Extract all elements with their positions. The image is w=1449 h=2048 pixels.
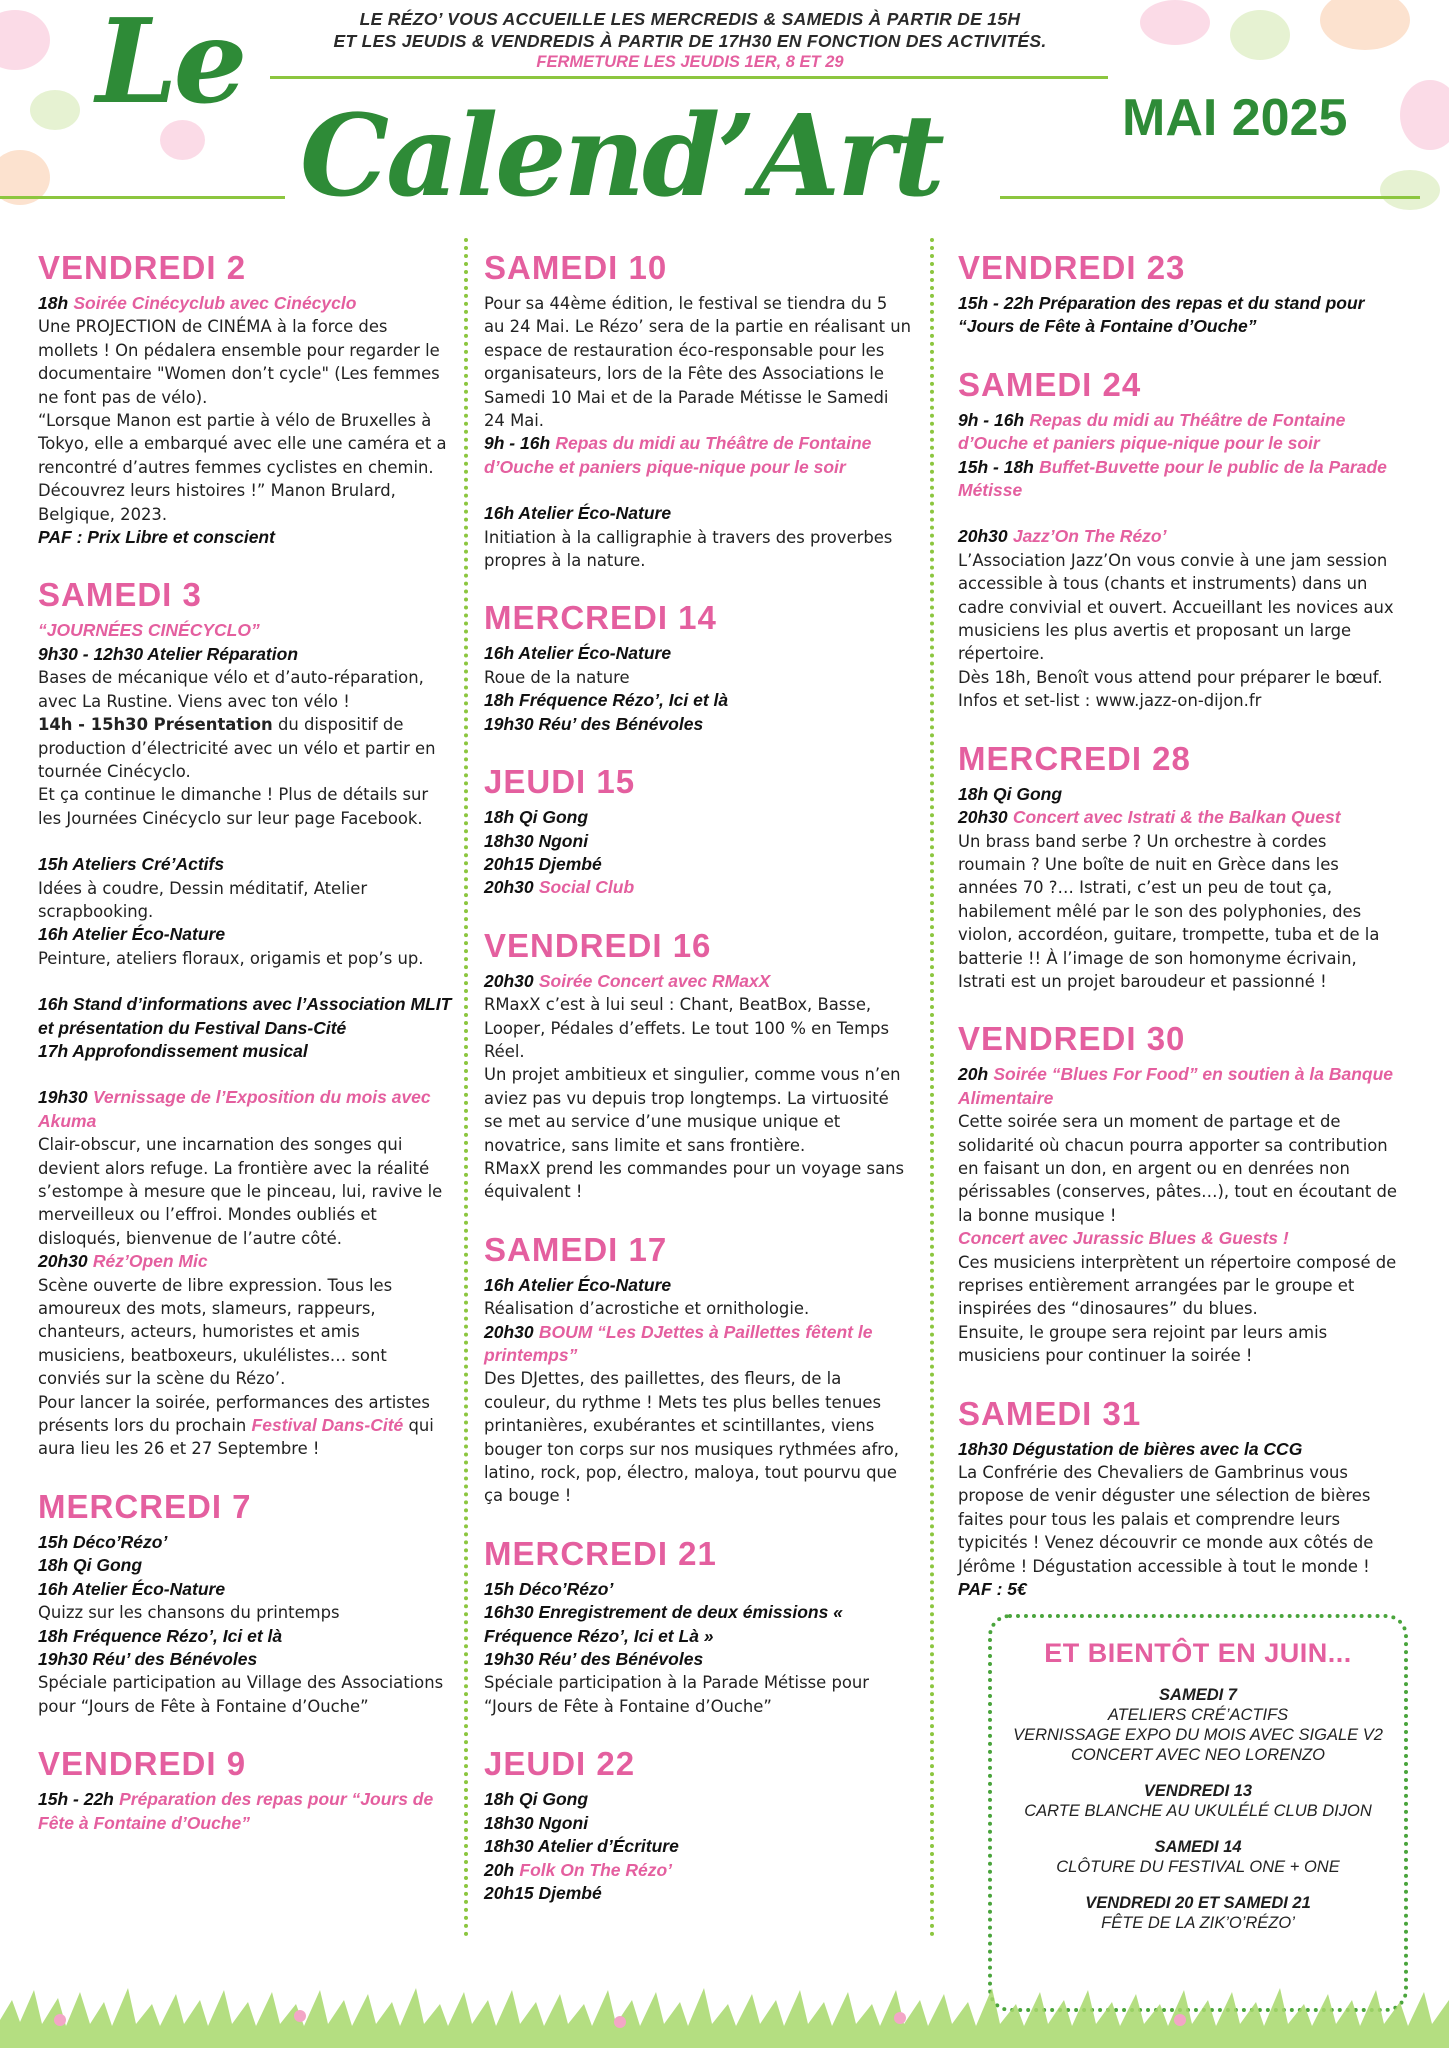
event-time: 16h Atelier Éco-Nature [38,924,226,945]
logo-le: Le [96,0,244,130]
day-vendredi-16 [484,926,912,1204]
day-mercredi-21 [484,1534,912,1718]
event-description: Pour sa 44ème édition, le festival se tiendra du 5 au 24 Mai. Le Rézo’ sera de la partie en réalisant un espace de restauration éco-responsable pour les organisateurs, lors de la Fête des Associations le Samedi 10 Mai et de la Parade Métisse le Samedi 24 Mai. [484,294,912,431]
day-samedi-24 [958,365,1398,713]
day-title: MERCREDI 21 [484,1534,717,1572]
event-description: Idées à coudre, Dessin méditatif, Atelier scrapbooking. [38,878,368,921]
column-divider-1 [464,238,468,1938]
event-description: du dispositif de production d’électricité avec un vélo et partir en tournée Cinécyclo. [38,715,436,781]
day-title: VENDREDI 2 [38,249,247,286]
event-time: 18h30 Atelier d’Écriture [484,1836,679,1857]
event-time: 20h15 Djembé [484,1882,602,1903]
event-description: Pour lancer la soirée, performances des artistes présents lors du prochain [38,1392,430,1436]
event-description: Bases de mécanique vélo et d’auto-réparation, avec La Rustine. Viens avec ton vélo ! [38,668,424,711]
event-description: Initiation à la calligraphie à travers des proverbes propres à la nature. [484,527,893,571]
day-vendredi-23 [958,248,1398,339]
june-line: CLÔTURE DU FESTIVAL ONE + ONE [1056,1858,1340,1876]
event-description: qui aura lieu les 26 et 27 Septembre ! [38,1416,434,1459]
event-time: 18h30 Dégustation de bières avec la CCG [958,1438,1303,1459]
event-time: 16h30 Enregistrement de deux émissions « Fréquence Rézo’, Ici et Là » [484,1602,843,1646]
event-description: Quizz sur les chansons du printemps [38,1603,340,1623]
june-item [992,1893,1404,1933]
day-vendredi-2 [38,248,452,549]
june-date: SAMEDI 7 [1159,1686,1237,1704]
june-line: CONCERT AVEC NEO LORENZO [1071,1746,1325,1764]
header-divider-top [270,76,1108,79]
day-title: VENDREDI 16 [484,926,712,964]
event-description: Roue de la nature [484,667,630,687]
event-description: Dès 18h, Benoît vous attend pour préparer le bœuf. [958,667,1383,687]
event-quote: “Lorsque Manon est partie à vélo de Bruxelles à Tokyo, elle a embarqué avec elle une caméra et a rencontré d’autres femmes cyclistes en chemin. Découvrez leurs histoires !” Manon Brulard, Belgique, 2023. [38,411,447,524]
day-jeudi-15 [484,762,912,900]
june-line: VERNISSAGE EXPO DU MOIS AVEC SIGALE V2 [1013,1726,1383,1744]
event-time: 18h Fréquence Rézo’, Ici et là [38,1625,283,1646]
event-description: Un brass band serbe ? Un orchestre à cordes roumain ? Une boîte de nuit en Grèce dans les années 70 ?… Istrati, c’est un peu de tout ça, habilement mêlé par le son des polyphonies, des violon, accordéon, guitare, trompette, tuba et de la batterie !! À l’image de son homonyme écrivain, Istrati est un projet baroudeur et passionné ! [958,831,1380,991]
day-samedi-17 [484,1230,912,1508]
day-vendredi-30 [958,1019,1398,1367]
event-description: Spéciale participation au Village des Associations pour “Jours de Fête à Fontaine d’Ouche” [38,1673,444,1716]
event-description: Ensuite, le groupe sera rejoint par leurs amis musiciens pour continuer la soirée ! [958,1322,1328,1366]
event-time: 17h Approfondissement musical [38,1040,308,1061]
june-item [992,1685,1404,1765]
day-samedi-31 [958,1394,1398,1602]
event-description: Et ça continue le dimanche ! Plus de détails sur les Journées Cinécyclo sur leur page Facebook. [38,785,429,828]
column-1 [38,248,452,1835]
day-jeudi-22 [484,1744,912,1905]
event-time: 9h - 16h [484,433,551,454]
event-title: BOUM “Les DJettes à Paillettes fêtent le printemps” [484,1321,873,1365]
day-title: SAMEDI 31 [958,1394,1142,1432]
event-title: Concert avec Istrati & the Balkan Quest [1012,807,1341,828]
event-title: Concert avec Jurassic Blues & Guests ! [958,1228,1289,1249]
day-vendredi-9 [38,1744,452,1835]
banner-closure-line: FERMETURE LES JEUDIS 1ER, 8 ET 29 [536,53,844,71]
event-description: Des DJettes, des paillettes, des fleurs, de la couleur, du rythme ! Mets tes plus belles tenues printanières, exubérantes et scintillantes, viens bouger ton corps sur nos musiques rythmées afro, latino, rock, pop, électro, maloya, tout pourvu que ça bouge ! [484,1369,899,1506]
column-3 [958,248,1398,1601]
june-line: CARTE BLANCHE AU UKULÉLÉ CLUB DIJON [1024,1802,1372,1820]
column-2 [484,248,912,1905]
event-title: Social Club [538,877,635,898]
event-time: 18h Qi Gong [484,1789,589,1810]
event-time: 9h30 - 12h30 Atelier Réparation [38,643,299,664]
column-divider-2 [930,238,934,1938]
day-title: SAMEDI 17 [484,1230,668,1268]
june-date: SAMEDI 14 [1154,1838,1242,1856]
event-time: 20h30 [484,1321,534,1342]
event-time: 20h30 [958,526,1008,547]
event-time: 20h30 [484,877,534,898]
event-description: Un projet ambitieux et singulier, comme vous n’en aviez pas vu depuis trop longtemps. La virtuosité se met au service d’une musique unique et novatrice, sans limite et sans frontière. [484,1065,901,1155]
event-time: 16h Atelier Éco-Nature [484,503,672,524]
event-time: 18h30 Ngoni [484,830,589,851]
event-time: 20h30 [38,1251,88,1272]
event-title: Préparation des repas pour “Jours de Fête à Fontaine d’Ouche” [38,1789,434,1833]
banner-line-1: LE RÉZO’ VOUS ACCUEILLE LES MERCREDIS & SAMEDIS À PARTIR DE 15H [359,9,1021,29]
event-time: 19h30 Réu’ des Bénévoles [484,713,704,734]
event-description: Peinture, ateliers floraux, origamis et pop’s up. [38,948,424,968]
june-title: ET BIENTÔT EN JUIN... [1044,1638,1352,1668]
event-title: Vernissage de l’Exposition du mois avec Akuma [38,1087,431,1131]
event-title: Soirée Concert avec RMaxX [538,970,771,991]
event-time: 16h Atelier Éco-Nature [484,643,672,664]
price-info: PAF : 5€ [958,1579,1027,1600]
event-time: 19h30 Réu’ des Bénévoles [38,1648,258,1669]
day-title: JEUDI 15 [484,763,636,801]
header-divider-left [0,196,285,199]
event-description: Réalisation d’acrostiche et ornithologie. [484,1299,810,1319]
event-time: 19h30 [38,1087,88,1108]
day-title: VENDREDI 9 [38,1745,247,1783]
day-title: VENDREDI 30 [958,1020,1186,1058]
event-time: 15h - 22h [38,1789,114,1810]
event-description: RMaxX prend les commandes pour un voyage sans équivalent ! [484,1158,905,1202]
june-line: ATELIERS CRÉ’ACTIFS [1107,1706,1289,1724]
june-line: FÊTE DE LA ZIK’O’RÉZO’ [1101,1914,1295,1932]
event-title: Soirée “Blues For Food” en soutien à la Banque Alimentaire [958,1064,1394,1108]
price-info: PAF : Prix Libre et conscient [38,527,275,548]
event-time: 20h15 Djembé [484,853,602,874]
june-date: VENDREDI 20 ET SAMEDI 21 [1085,1894,1311,1912]
event-time: 18h [38,293,69,313]
event-time: 20h [484,1859,515,1880]
event-time: 15h Ateliers Cré’Actifs [38,854,225,875]
event-description: Scène ouverte de libre expression. Tous les amoureux des mots, slameurs, rappeurs, chanteurs, acteurs, humoristes et amis musiciens, beatboxeurs, ukulélistes… sont conviés sur la scène du Rézo’. [38,1275,393,1389]
event-time: 20h30 [958,807,1008,828]
event-title: Réz’Open Mic [92,1251,208,1272]
event-time: 18h Qi Gong [38,1555,143,1576]
event-title: Folk On The Rézo’ [519,1859,673,1880]
banner-line-2: ET LES JEUDIS & VENDREDIS À PARTIR DE 17H30 EN FONCTION DES ACTIVITÉS. [333,31,1047,51]
event-time: 14h - 15h30 Présentation [38,715,273,735]
event-description: RMaxX c’est à lui seul : Chant, BeatBox, Basse, Looper, Pédales d’effets. Le tout 100 % en Temps Réel. [484,995,890,1061]
event-subtitle: “JOURNÉES CINÉCYCLO” [38,620,260,641]
event-time: 15h Déco’Rézo’ [484,1578,614,1599]
june-item [992,1837,1404,1877]
opening-hours-banner [270,8,1110,72]
grass-decoration [0,1980,1449,2048]
day-title: MERCREDI 14 [484,599,717,637]
day-title: SAMEDI 10 [484,249,668,286]
day-samedi-3 [38,575,452,1460]
june-preview-box [988,1614,1408,2012]
event-time: 16h Atelier Éco-Nature [38,1578,226,1599]
month-title: MAI 2025 [1122,89,1348,147]
day-mercredi-14 [484,598,912,736]
festival-name: Festival Dans-Cité [251,1415,404,1436]
event-time: 19h30 Réu’ des Bénévoles [484,1649,704,1670]
day-title: VENDREDI 23 [958,249,1186,286]
event-time: 16h Atelier Éco-Nature [484,1274,672,1295]
event-description: Cette soirée sera un moment de partage et de solidarité où chacun pourra apporter sa contribution en faisant un don, en argent ou en denrées non périssables (conserves, pâtes…), tout en écoutant de la bonne musique ! [958,1112,1397,1225]
event-time: 18h30 Ngoni [484,1812,589,1833]
event-time: 15h - 18h [958,456,1034,477]
event-title: Soirée Cinécyclub avec Cinécyclo [73,293,357,313]
event-description: Clair-obscur, une incarnation des songes qui devient alors refuge. La frontière avec la réalité s’estompe à mesure que le pinceau, lui, ravive le merveilleux ou l’effroi. Mondes oubliés et disloqués, bienvenue de l’autre côté. [38,1135,443,1248]
event-title: Buffet-Buvette pour le public de la Parade Métisse [958,456,1387,501]
event-description: Ces musiciens interprètent un répertoire composé de reprises entièrement arrangées par le groupe et inspirées des “dinosaures” du blues. [958,1252,1397,1319]
event-time: 15h - 22h Préparation des repas et du stand pour “Jours de Fête à Fontaine d’Ouche” [958,293,1365,337]
june-date: VENDREDI 13 [1143,1782,1253,1800]
event-description: Une PROJECTION de CINÉMA à la force des mollets ! On pédalera ensemble pour regarder le documentaire "Women don’t cycle" (Les femmes ne font pas de vélo). [38,317,440,407]
day-mercredi-28 [958,739,1398,994]
event-title: Repas du midi au Théâtre de Fontaine d’Ouche et paniers pique-nique pour le soir [958,409,1346,454]
day-title: MERCREDI 28 [958,739,1191,777]
event-time: 9h - 16h [958,409,1025,430]
day-title: SAMEDI 24 [958,365,1142,403]
event-title: Repas du midi au Théâtre de Fontaine d’Ouche et paniers pique-nique pour le soir [484,433,872,477]
day-samedi-10 [484,248,912,572]
event-description: La Confrérie des Chevaliers de Gambrinus vous propose de venir déguster une sélection de bières faites pour tous les palais et comprendre leurs typicités ! Venez découvrir ce monde aux côtés de Jérôme ! Dégustation accessible à tout le monde ! [958,1463,1374,1576]
event-info-link: Infos et set-list : www.jazz-on-dijon.fr [958,691,1262,711]
event-time: 18h Qi Gong [958,783,1063,804]
day-mercredi-7 [38,1487,452,1718]
logo-calendart: Calend’Art [300,91,942,222]
event-title: Jazz’On The Rézo’ [1012,526,1167,547]
event-time: 20h30 [484,970,534,991]
event-time: 18h Fréquence Rézo’, Ici et là [484,690,729,711]
event-time: 15h Déco’Rézo’ [38,1531,168,1552]
event-description: Spéciale participation à la Parade Métisse pour “Jours de Fête à Fontaine d’Ouche” [484,1673,870,1716]
event-time: 20h [958,1064,989,1085]
day-title: JEUDI 22 [484,1745,636,1783]
day-title: SAMEDI 3 [38,576,202,614]
day-title: MERCREDI 7 [38,1487,252,1525]
event-time: 16h Stand d’informations avec l’Association MLIT et présentation du Festival Dans-Cité [38,994,452,1038]
june-item [992,1781,1404,1821]
event-description: L’Association Jazz’On vous convie à une jam session accessible à tous (chants et instruments) dans un cadre convivial et ouvert. Accueillant les novices aux musiciens les plus avertis et proposant un large répertoire. [958,550,1394,664]
event-time: 18h Qi Gong [484,807,589,828]
header-divider-right [1000,196,1420,199]
